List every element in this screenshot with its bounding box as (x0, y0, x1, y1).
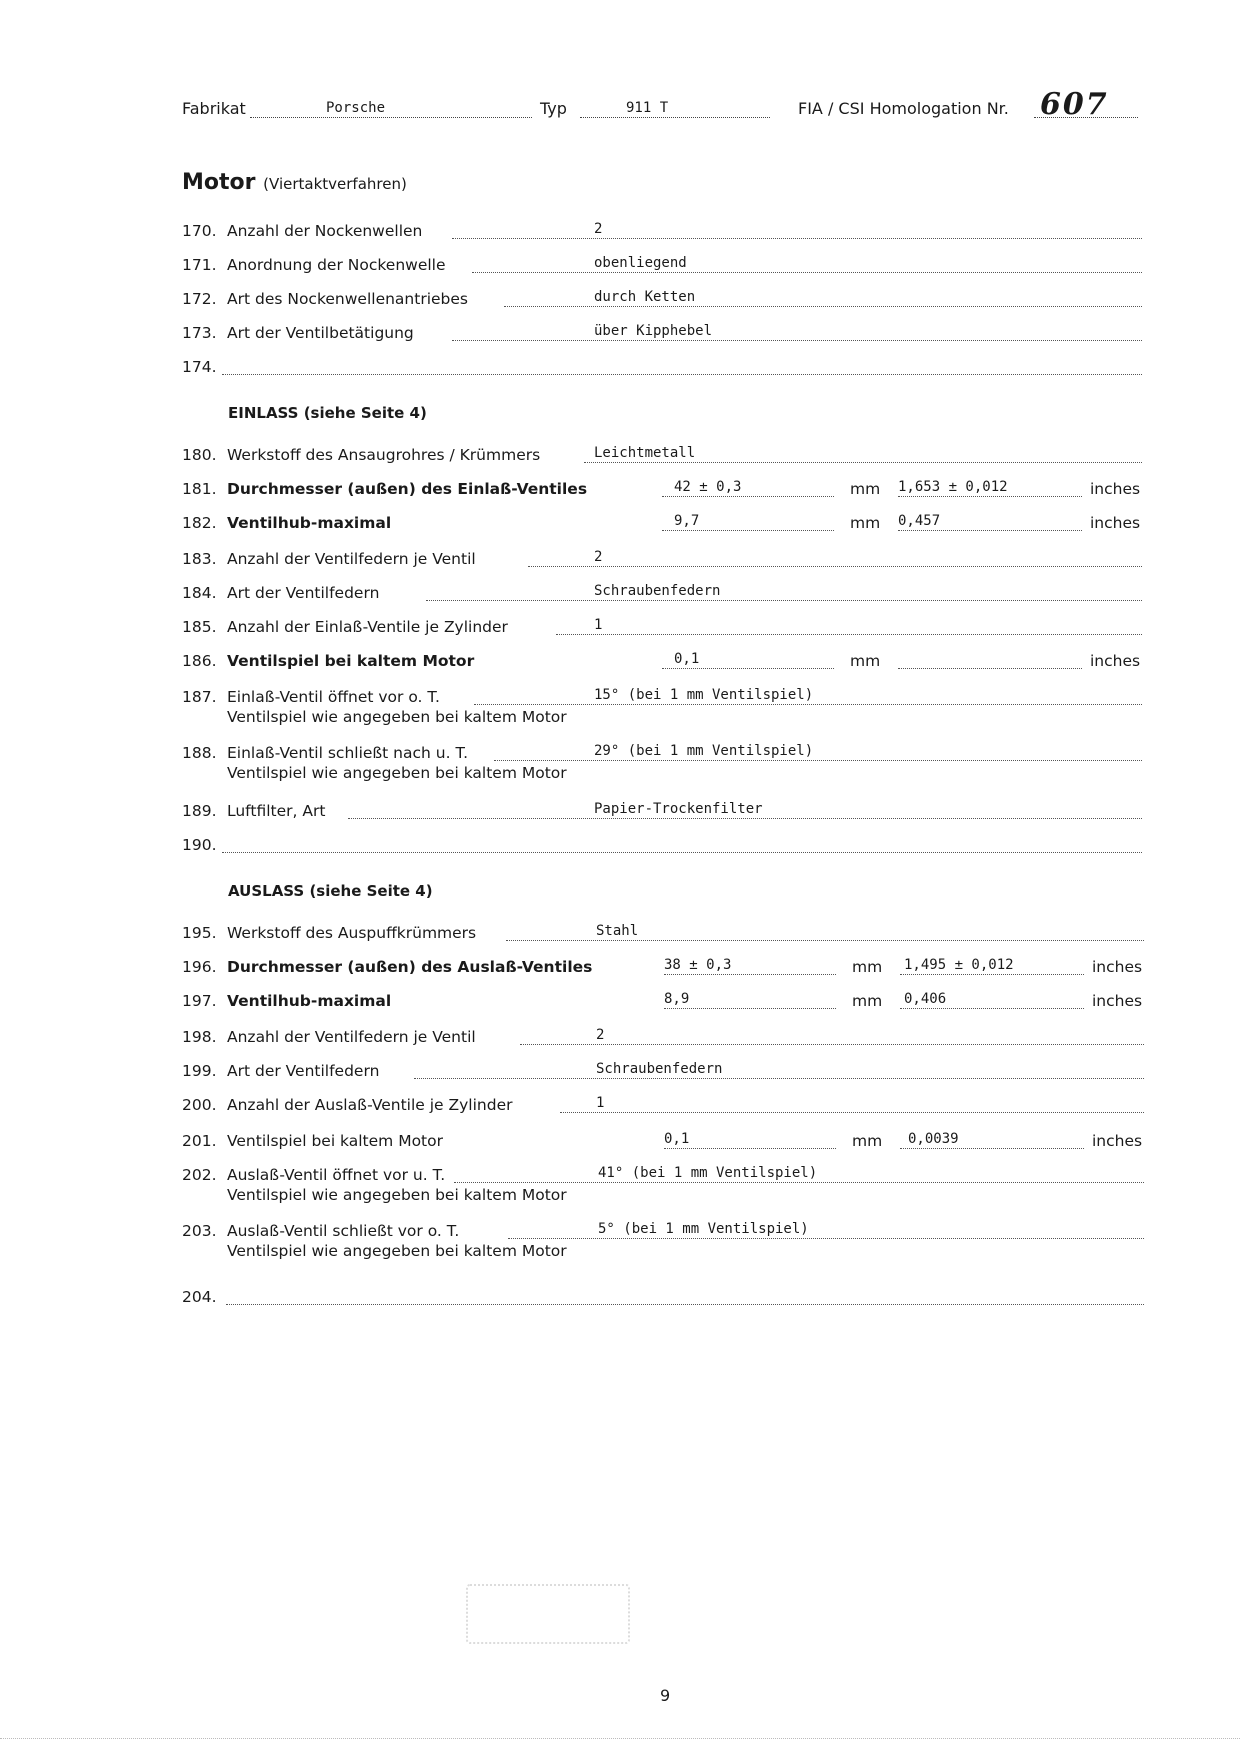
form-row-197 (182, 988, 1144, 1012)
row-value: 1 (596, 1095, 605, 1111)
form-row-190 (182, 832, 1144, 856)
form-row-201 (182, 1128, 1144, 1152)
row-label: Durchmesser (außen) des Einlaß-Ventiles (227, 480, 588, 498)
inch-unit: inches (1092, 958, 1143, 976)
row-number: 171. (182, 256, 217, 274)
row-value: Leichtmetall (594, 445, 696, 461)
mm-value: 0,1 (664, 1131, 690, 1147)
row-label: Anzahl der Einlaß-Ventile je Zylinder (227, 618, 508, 636)
row-label: Werkstoff des Auspuffkrümmers (227, 924, 477, 942)
form-row-187 (182, 684, 1144, 726)
row-number: 172. (182, 290, 217, 308)
fill-line (426, 590, 1142, 601)
row-label: Auslaß-Ventil schließt vor o. T. (227, 1222, 460, 1240)
inch-unit: inches (1092, 1132, 1143, 1150)
form-row-170 (182, 218, 1144, 242)
inch-unit: inches (1090, 514, 1141, 532)
row-label: Ventilhub-maximal (227, 992, 392, 1010)
row-value: 2 (594, 549, 603, 565)
row-value: über Kipphebel (594, 323, 713, 339)
row-value: 1 (594, 617, 603, 633)
mm-fill-line (664, 1138, 836, 1149)
inch-value: 0,406 (904, 991, 947, 1007)
inch-value: 1,653 ± 0,012 (898, 479, 1008, 495)
row-number: 186. (182, 652, 217, 670)
row-value: Papier-Trockenfilter (594, 801, 763, 817)
row-value: Schraubenfedern (596, 1061, 723, 1077)
row-number: 170. (182, 222, 217, 240)
faded-stamp (466, 1584, 630, 1644)
form-row-186 (182, 648, 1144, 672)
row-label: Art der Ventilfedern (227, 1062, 380, 1080)
section-subtitle: (Viertaktverfahren) (263, 175, 407, 193)
form-row-180 (182, 442, 1144, 466)
row-number: 199. (182, 1062, 217, 1080)
row-label: Durchmesser (außen) des Auslaß-Ventiles (227, 958, 593, 976)
inch-value: 1,495 ± 0,012 (904, 957, 1014, 973)
row-label: Art der Ventilfedern (227, 584, 380, 602)
form-row-185 (182, 614, 1144, 638)
homologation-label: FIA / CSI Homologation Nr. (798, 99, 1009, 118)
row-number: 182. (182, 514, 217, 532)
fabrikat-value: Porsche (326, 100, 386, 116)
typ-label: Typ (540, 99, 567, 118)
row-value: 2 (594, 221, 603, 237)
document-header (182, 87, 1142, 122)
row-number: 180. (182, 446, 217, 464)
row-value: 15° (bei 1 mm Ventilspiel) (594, 687, 814, 703)
row-number: 184. (182, 584, 217, 602)
fill-line (520, 1034, 1144, 1045)
typ-value: 911 T (626, 100, 669, 116)
section-title (182, 170, 407, 195)
row-label: Werkstoff des Ansaugrohres / Krümmers (227, 446, 541, 464)
fill-line (494, 750, 1142, 761)
fill-line (226, 1294, 1144, 1305)
inch-value: 0,457 (898, 513, 941, 529)
row-number: 181. (182, 480, 217, 498)
inch-unit: inches (1090, 652, 1141, 670)
form-row-171 (182, 252, 1144, 276)
form-row-196 (182, 954, 1144, 978)
row-label: Einlaß-Ventil schließt nach u. T. (227, 744, 469, 762)
row-number: 196. (182, 958, 217, 976)
row-value: Stahl (596, 923, 639, 939)
form-row-204 (182, 1284, 1144, 1308)
row-label: Auslaß-Ventil öffnet vor u. T. (227, 1166, 446, 1184)
row-value: 41° (bei 1 mm Ventilspiel) (598, 1165, 818, 1181)
row-label: Anzahl der Ventilfedern je Ventil (227, 550, 476, 568)
row-value: durch Ketten (594, 289, 696, 305)
form-row-183 (182, 546, 1144, 570)
mm-value: 8,9 (664, 991, 690, 1007)
row-number: 197. (182, 992, 217, 1010)
form-row-184 (182, 580, 1144, 604)
row-label: Ventilhub-maximal (227, 514, 392, 532)
form-row-203 (182, 1218, 1144, 1260)
mm-value: 9,7 (674, 513, 700, 529)
form-row-172 (182, 286, 1144, 310)
einlass-heading: EINLASS (siehe Seite 4) (228, 404, 427, 422)
row-number: 185. (182, 618, 217, 636)
form-row-195 (182, 920, 1144, 944)
row-value: Schraubenfedern (594, 583, 721, 599)
form-row-189 (182, 798, 1144, 822)
row-number: 188. (182, 744, 217, 762)
row-number: 174. (182, 358, 217, 376)
fill-line (528, 556, 1142, 567)
auslass-heading: AUSLASS (siehe Seite 4) (228, 882, 433, 900)
form-row-188 (182, 740, 1144, 782)
row-number: 187. (182, 688, 217, 706)
form-row-202 (182, 1162, 1144, 1204)
fabrikat-line (250, 97, 532, 118)
form-row-174 (182, 354, 1144, 378)
row-number: 203. (182, 1222, 217, 1240)
row-label: Einlaß-Ventil öffnet vor o. T. (227, 688, 440, 706)
section-title-main: Motor (182, 170, 256, 195)
fill-line (452, 330, 1142, 341)
mm-unit: mm (852, 992, 883, 1010)
inch-unit: inches (1092, 992, 1143, 1010)
row-value: 2 (596, 1027, 605, 1043)
row-label: Anordnung der Nockenwelle (227, 256, 446, 274)
row-number: 195. (182, 924, 217, 942)
fill-line (222, 842, 1142, 853)
fill-line (222, 364, 1142, 375)
fabrikat-label: Fabrikat (182, 99, 246, 118)
mm-unit: mm (852, 1132, 883, 1150)
fill-line (452, 228, 1142, 239)
row-note: Ventilspiel wie angegeben bei kaltem Motor (227, 1186, 567, 1204)
row-value: obenliegend (594, 255, 687, 271)
form-row-198 (182, 1024, 1144, 1048)
form-row-182 (182, 510, 1144, 534)
row-label: Ventilspiel bei kaltem Motor (227, 652, 475, 670)
homologation-number: 607 (1040, 87, 1109, 122)
form-row-181 (182, 476, 1144, 500)
mm-value: 0,1 (674, 651, 700, 667)
row-number: 202. (182, 1166, 217, 1184)
fill-line (556, 624, 1142, 635)
fill-line (560, 1102, 1144, 1113)
row-value: 5° (bei 1 mm Ventilspiel) (598, 1221, 809, 1237)
inch-fill-line (898, 658, 1082, 669)
fill-line (414, 1068, 1144, 1079)
row-label: Ventilspiel bei kaltem Motor (227, 1132, 443, 1150)
row-number: 189. (182, 802, 217, 820)
row-note: Ventilspiel wie angegeben bei kaltem Motor (227, 764, 567, 782)
fill-line (472, 262, 1142, 273)
mm-unit: mm (852, 958, 883, 976)
mm-unit: mm (850, 514, 881, 532)
row-label: Anzahl der Nockenwellen (227, 222, 423, 240)
row-note: Ventilspiel wie angegeben bei kaltem Motor (227, 708, 567, 726)
bottom-edge-rule (0, 1738, 1240, 1739)
row-value: 29° (bei 1 mm Ventilspiel) (594, 743, 814, 759)
form-row-200 (182, 1092, 1144, 1116)
row-label: Anzahl der Auslaß-Ventile je Zylinder (227, 1096, 513, 1114)
inch-unit: inches (1090, 480, 1141, 498)
page-number: 9 (660, 1686, 671, 1705)
typ-line (580, 97, 770, 118)
mm-fill-line (664, 998, 836, 1009)
row-label: Art des Nockenwellenantriebes (227, 290, 468, 308)
row-label: Art der Ventilbetätigung (227, 324, 414, 342)
row-number: 198. (182, 1028, 217, 1046)
mm-value: 42 ± 0,3 (674, 479, 742, 495)
form-row-199 (182, 1058, 1144, 1082)
row-number: 200. (182, 1096, 217, 1114)
form-row-173 (182, 320, 1144, 344)
row-number: 204. (182, 1288, 217, 1306)
row-label: Anzahl der Ventilfedern je Ventil (227, 1028, 476, 1046)
row-number: 190. (182, 836, 217, 854)
row-number: 201. (182, 1132, 217, 1150)
mm-unit: mm (850, 480, 881, 498)
row-note: Ventilspiel wie angegeben bei kaltem Motor (227, 1242, 567, 1260)
mm-value: 38 ± 0,3 (664, 957, 732, 973)
row-label: Luftfilter, Art (227, 802, 326, 820)
mm-unit: mm (850, 652, 881, 670)
inch-value: 0,0039 (908, 1131, 959, 1147)
row-number: 173. (182, 324, 217, 342)
row-number: 183. (182, 550, 217, 568)
